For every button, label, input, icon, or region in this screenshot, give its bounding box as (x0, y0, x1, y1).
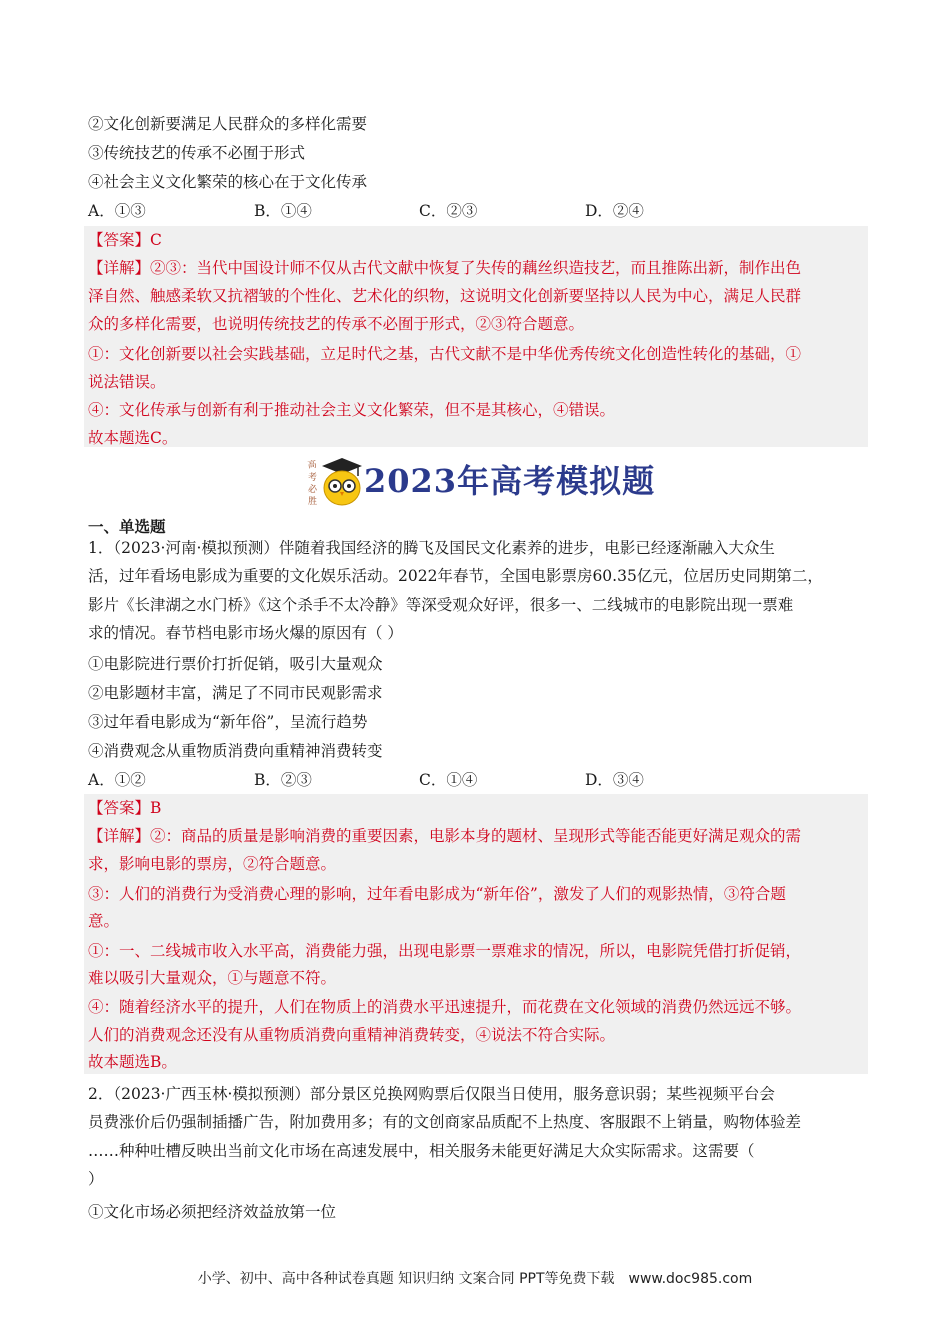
choice-row (88, 766, 848, 794)
choice-c: C．②③ (419, 202, 478, 220)
owl-logo-icon (302, 446, 362, 512)
question-stem: 1．（2023·河南·模拟预测）伴随着我国经济的腾飞及国民文化素养的进步，电影已经逐渐融入大众生 (88, 539, 775, 557)
option-line: ④社会主义文化繁荣的核心在于文化传承 (88, 173, 368, 191)
option-line: ④消费观念从重物质消费向重精神消费转变 (88, 742, 383, 760)
option-line: ②电影题材丰富，满足了不同市民观影需求 (88, 684, 383, 702)
choice-d: D．②④ (585, 202, 644, 220)
question-stem: 活，过年看场电影成为重要的文化娱乐活动。2022年春节，全国电影票房60.35亿元，位居历史同期第二， (88, 567, 823, 585)
choice-b: B．②③ (254, 771, 312, 789)
option-line: ①文化市场必须把经济效益放第一位 (88, 1203, 337, 1221)
detail-line: 泽自然、触感柔软又抗褶皱的个性化、艺术化的织物，这说明文化创新要坚持以人民为中心，满足人民群 (88, 287, 802, 305)
detail-line: ③：人们的消费行为受消费心理的影响，过年看电影成为“新年俗”，激发了人们的观影热情，③符合题 (88, 885, 786, 903)
detail-line: ①：一、二线城市收入水平高，消费能力强，出现电影票一票难求的情况，所以，电影院凭借打折促销， (88, 942, 802, 960)
choice-c: C．①④ (419, 771, 478, 789)
banner (302, 446, 656, 512)
answer-label: 【答案】B (88, 799, 162, 817)
svg-text:胜: 胜 (308, 497, 318, 507)
question-stem: 求的情况。春节档电影市场火爆的原因有（ ） (88, 624, 403, 642)
choice-a: A．①② (88, 771, 146, 789)
footer-url[interactable]: www.doc985.com (628, 1271, 753, 1287)
answer-label: 【答案】C (88, 231, 162, 249)
question-stem: 2．（2023·广西玉林·模拟预测）部分景区兑换网购票后仅限当日使用，服务意识弱；某些视频平台会 (88, 1085, 775, 1103)
svg-text:必: 必 (308, 485, 318, 495)
option-line: ③过年看电影成为“新年俗”，呈流行趋势 (88, 713, 368, 731)
option-line: ②文化创新要满足人民群众的多样化需要 (88, 115, 368, 133)
svg-text:考: 考 (308, 473, 318, 483)
option-line: ①电影院进行票价打折促销，吸引大量观众 (88, 655, 383, 673)
footer (0, 1268, 950, 1288)
choice-d: D．③④ (585, 771, 644, 789)
choice-b: B．①④ (254, 202, 312, 220)
detail-line: ④：文化传承与创新有利于推动社会主义文化繁荣，但不是其核心，④错误。 (88, 401, 616, 419)
detail-line: 人们的消费观念还没有从重物质消费向重精神消费转变，④说法不符合实际。 (88, 1026, 616, 1044)
section-heading: 一、单选题 (88, 517, 166, 536)
detail-line: 说法错误。 (88, 373, 166, 391)
detail-line: 众的多样化需要，也说明传统技艺的传承不必囿于形式，②③符合题意。 (88, 315, 585, 333)
footer-text: 小学、初中、高中各种试卷真题 知识归纳 文案合同 PPT等免费下载 (197, 1271, 615, 1287)
question-stem: 员费涨价后仍强制插播广告，附加费用多；有的文创商家品质配不上热度、客服跟不上销量，购物体验差 (88, 1113, 802, 1131)
conclusion: 故本题选B。 (88, 1053, 177, 1071)
choice-a: A．①③ (88, 202, 146, 220)
detail-line: 【详解】②：商品的质量是影响消费的重要因素，电影本身的题材、呈现形式等能否能更好满足观众的需 (88, 827, 802, 845)
detail-line: ①：文化创新要以社会实践基础，立足时代之基，古代文献不是中华优秀传统文化创造性转化的基础，① (88, 345, 802, 363)
question-stem: ……种种吐槽反映出当前文化市场在高速发展中，相关服务未能更好满足大众实际需求。这需要（ (88, 1142, 755, 1160)
banner-title: 2023年高考模拟题 (364, 462, 656, 500)
choice-row (88, 197, 848, 225)
detail-line: ④：随着经济水平的提升，人们在物质上的消费水平迅速提升，而花费在文化领域的消费仍然远远不够。 (88, 998, 802, 1016)
option-line: ③传统技艺的传承不必囿于形式 (88, 144, 306, 162)
question-stem: 影片《长津湖之水门桥》《这个杀手不太冷静》等深受观众好评，很多一、二线城市的电影院出现一票难 (88, 596, 794, 614)
conclusion: 故本题选C。 (88, 429, 178, 447)
question-stem: ） (88, 1170, 104, 1188)
detail-line: 意。 (88, 912, 120, 930)
detail-line: 求，影响电影的票房，②符合题意。 (88, 855, 337, 873)
detail-line: 难以吸引大量观众，①与题意不符。 (88, 969, 337, 987)
svg-text:高: 高 (307, 459, 318, 471)
detail-line: 【详解】②③：当代中国设计师不仅从古代文献中恢复了失传的藕丝织造技艺，而且推陈出新，制作出色 (88, 259, 802, 277)
